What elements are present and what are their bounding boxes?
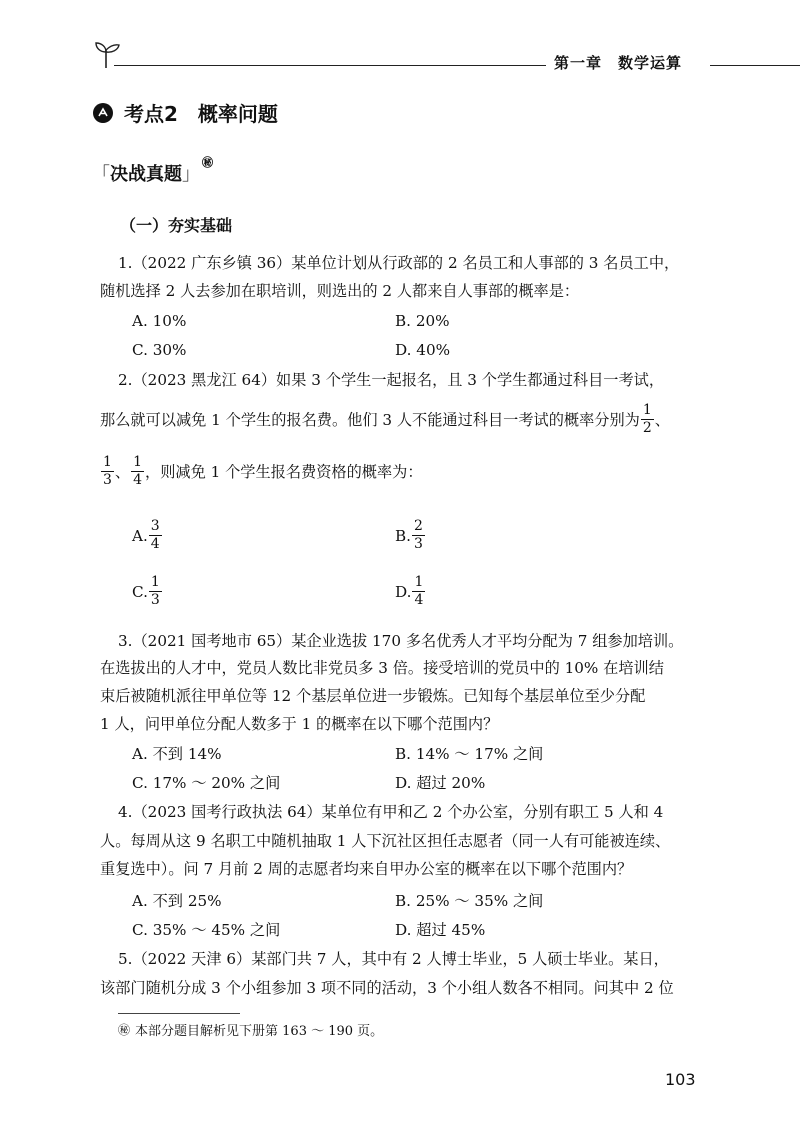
q4-line1: 4.（2023 国考行政执法 64）某单位有甲和乙 2 个办公室，分别有职工 5 人和 4 — [118, 803, 664, 821]
q1-option-c: C. 30% — [132, 341, 187, 359]
real-exam-label: 决战真题 — [110, 164, 182, 185]
q3-option-c: C. 17% ～ 20% 之间 — [132, 774, 281, 792]
header-rule-right — [710, 65, 800, 66]
bracket-open: 「 — [92, 164, 110, 185]
footnote — [118, 1020, 383, 1039]
q4-option-c: C. 35% ～ 45% 之间 — [132, 921, 281, 939]
q1-line2: 随机选择 2 人去参加在职培训，则选出的 2 人都来自人事部的概率是： — [100, 282, 580, 300]
bracket-close: 」 — [182, 164, 200, 185]
q2-line3-text: ，则减免 1 个学生报名费资格的概率为： — [145, 462, 423, 481]
q2-line1: 2.（2023 黑龙江 64）如果 3 个学生一起报名，且 3 个学生都通过科目一考试， — [118, 371, 665, 389]
q3-option-d: D. 超过 20% — [395, 774, 486, 792]
q2-option-c-frac: $\frac{1}{3}$ — [150, 574, 160, 608]
section-title — [92, 98, 278, 127]
q2-frac-2: $\frac{1}{3}$ — [103, 454, 112, 488]
q3-line2: 在选拔出的人才中，党员人数比非党员多 3 倍。接受培训的党员中的 10% 在培训结 — [100, 659, 664, 677]
q1-option-d: D. 40% — [395, 341, 451, 359]
page-number: 103 — [665, 1070, 696, 1089]
q3-line1: 3.（2021 国考地市 65）某企业选拔 170 多名优秀人才平均分配为 7 组参加培训。 — [118, 632, 684, 650]
q2-sep-1: 、 — [654, 410, 670, 429]
q2-frac-1: $\frac{1}{2}$ — [642, 402, 652, 436]
q2-sep-2: 、 — [114, 462, 131, 481]
q2-option-d-frac: $\frac{1}{4}$ — [414, 574, 424, 608]
q2-line2-text: 那么就可以减免 1 个学生的报名费。他们 3 人不能通过科目一考试的概率分别为 — [100, 410, 640, 429]
section-number: 考点2 — [124, 102, 178, 126]
q3-option-b: B. 14% ～ 17% 之间 — [395, 745, 544, 763]
q2-option-a: A. $\frac{3}{4}$ — [132, 518, 160, 552]
footnote-rule — [118, 1013, 240, 1014]
q5-line1: 5.（2022 天津 6）某部门共 7 人，其中有 2 人博士毕业，5 人硕士毕业。某日， — [118, 950, 669, 968]
q2-option-b-frac: $\frac{2}{3}$ — [414, 518, 423, 552]
q2-option-a-frac: $\frac{3}{4}$ — [150, 518, 160, 552]
sprout-icon — [92, 38, 122, 72]
footnote-mark-icon: ㊙ — [202, 156, 213, 169]
running-header — [92, 38, 712, 78]
q2-line2 — [100, 402, 690, 437]
section-name: 概率问题 — [197, 102, 278, 126]
header-rule-left — [114, 65, 546, 66]
q2-line3 — [100, 454, 690, 489]
real-exam-heading — [92, 156, 213, 186]
q3-line3: 束后被随机派往甲单位等 12 个基层单位进一步锻炼。已知每个基层单位至少分配 — [100, 687, 646, 705]
q4-line2: 人。每周从这 9 名职工中随机抽取 1 人下沉社区担任志愿者（同一人有可能被连续、 — [100, 832, 671, 850]
q4-option-a: A. 不到 25% — [132, 892, 222, 910]
q4-option-d: D. 超过 45% — [395, 921, 486, 939]
q4-line3: 重复选中）。问 7 月前 2 周的志愿者均来自甲办公室的概率在以下哪个范围内？ — [100, 860, 633, 878]
q1-line1: 1.（2022 广东乡镇 36）某单位计划从行政部的 2 名员工和人事部的 3 名员工中， — [118, 254, 680, 272]
q2-option-d: D. $\frac{1}{4}$ — [395, 574, 424, 608]
q2-option-c: C. $\frac{1}{3}$ — [132, 574, 160, 608]
badge-icon — [92, 102, 114, 124]
q4-option-b: B. 25% ～ 35% 之间 — [395, 892, 544, 910]
q5-line2: 该部门随机分成 3 个小组参加 3 项不同的活动，3 个小组人数各不相同。问其中 2 位 — [100, 979, 674, 997]
q2-frac-3: $\frac{1}{4}$ — [133, 454, 143, 488]
footnote-text: 本部分题目解析见下册第 163 ～ 190 页。 — [135, 1024, 384, 1039]
q3-option-a: A. 不到 14% — [132, 745, 222, 763]
q1-option-b: B. 20% — [395, 312, 450, 330]
q3-line4: 1 人，问甲单位分配人数多于 1 的概率在以下哪个范围内？ — [100, 715, 499, 733]
q2-option-b: B. $\frac{2}{3}$ — [395, 518, 423, 552]
q1-option-a: A. 10% — [132, 312, 187, 330]
subsection-title: （一）夯实基础 — [120, 216, 233, 235]
chapter-title: 第一章 数学运算 — [554, 54, 683, 72]
footnote-icon: ㊙ — [118, 1023, 131, 1037]
